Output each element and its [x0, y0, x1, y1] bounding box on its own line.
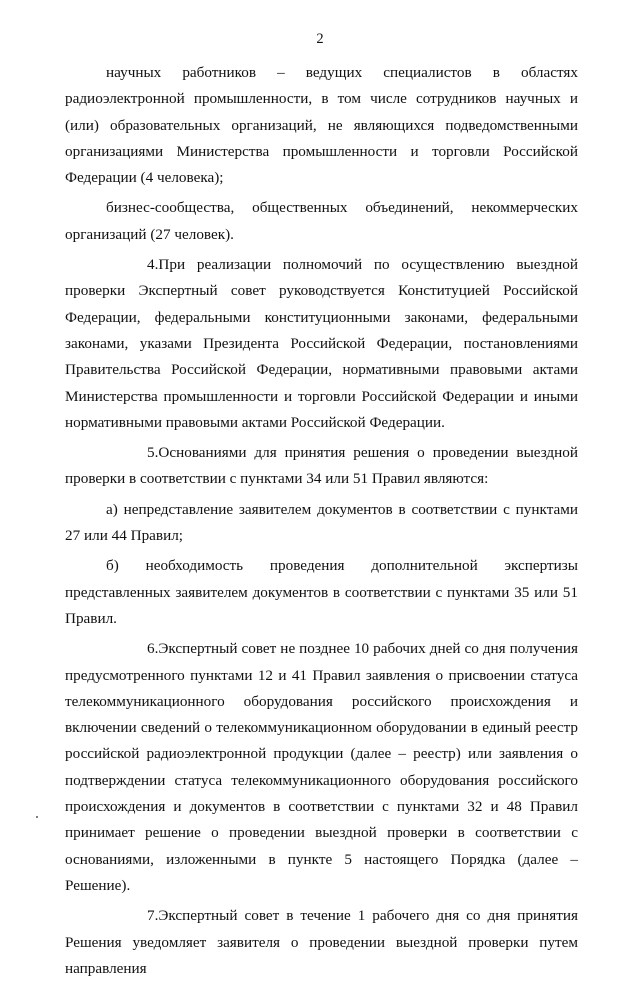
paragraph-number: 5.: [147, 444, 159, 462]
paragraph-text: бизнес-сообщества, общественных объединений, некоммерческих организаций (27 человек).: [65, 199, 578, 243]
paragraph: [65, 195, 578, 248]
paragraph-text: а) непредставление заявителем документов в соответствии с пунктами 27 или 44 Правил;: [65, 500, 578, 545]
paragraph-text: Экспертный совет в течение 1 рабочего дня со дня принятия Решения уведомляет заявителя о проведении выездной проверки путем направления: [65, 907, 578, 977]
paragraph-number: 6.: [147, 640, 159, 658]
paragraph-text: научных работников – ведущих специалистов в областях радиоэлектронной промышленности, в том числе сотрудников научных и (или) образовательных организаций, не являющихся подведомственными организациями Министерства промышленности и торговли Российской Федерации (4 человека);: [65, 64, 578, 187]
paragraph: [65, 903, 578, 982]
paragraph: [65, 553, 578, 632]
paragraph: [65, 60, 578, 191]
page-number: 2: [316, 31, 324, 47]
paragraph: [65, 440, 578, 493]
paragraph: [65, 252, 578, 436]
paragraph-text: Основаниями для принятия решения о проведении выездной проверки в соответствии с пунктами 34 или 51 Правил являются:: [65, 444, 578, 488]
scan-speck: [36, 816, 38, 818]
paragraph-text: При реализации полномочий по осуществлению выездной проверки Экспертный совет руководствуется Конституцией Российской Федерации, федеральными конституционными законами, федеральными законами, указами Президента Российской Федерации, постановлениями Правительства Российской Федерации, нормативными правовыми актами Министерства промышленности и торговли Российской Федерации и иными нормативными правовыми актами Российской Федерации.: [65, 256, 578, 431]
paragraph-text: Экспертный совет не позднее 10 рабочих дней со дня получения предусмотренного пунктами 12 и 41 Правил заявления о присвоении статуса телекоммуникационного оборудования российского происхождения и включении сведений о телекоммуникационном оборудовании в единый реестр российской радиоэлектронной продукции (далее – реестр) или заявления о подтверждении статуса телекоммуникационного оборудования российского происхождения и документов в соответствии с пунктами 32 и 48 Правил принимает решение о проведении выездной проверки в соответствии с основаниями, изложенными в пункте 5 настоящего Порядка (далее – Решение).: [65, 640, 578, 894]
paragraph: [65, 636, 578, 899]
document-body: [65, 60, 578, 984]
paragraph: [65, 497, 578, 550]
paragraph-number: 4.: [147, 256, 159, 274]
paragraph-text: б) необходимость проведения дополнительной экспертизы представленных заявителем документов в соответствии с пунктами 35 или 51 Правил.: [65, 557, 578, 627]
paragraph-number: 7.: [147, 907, 159, 925]
